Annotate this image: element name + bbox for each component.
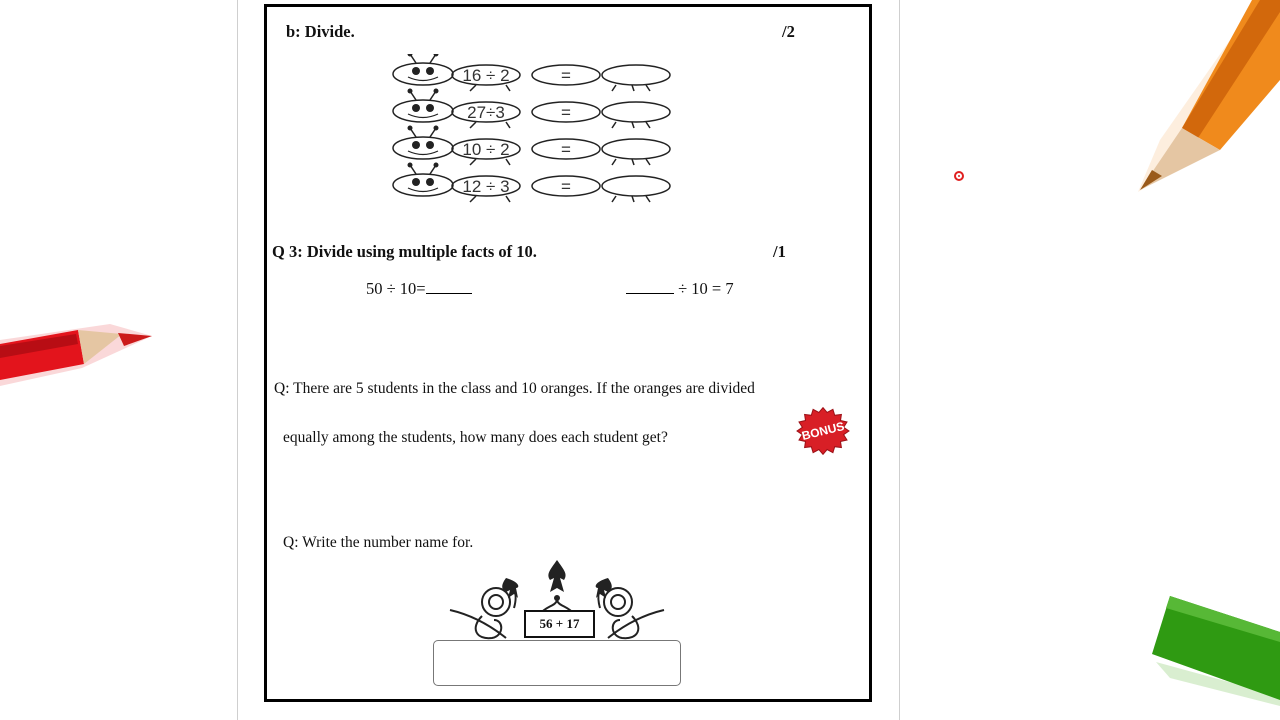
number-name-answer-box[interactable]	[433, 640, 681, 686]
bonus-question-line2: equally among the students, how many does each student get?	[283, 429, 668, 446]
bonus-badge-label: BONUS	[800, 418, 846, 444]
number-name-value: 56 + 17	[539, 616, 580, 631]
green-pencil-decoration	[1150, 596, 1280, 720]
caterpillar-equals: =	[561, 177, 571, 196]
caterpillar-row	[393, 126, 670, 166]
bonus-question-line1: Q: There are 5 students in the class and 10 oranges. If the oranges are divided	[274, 380, 755, 397]
section-b-score: /2	[782, 22, 795, 41]
q3-right-answer-blank[interactable]	[626, 293, 674, 294]
q3-left-expression	[366, 279, 472, 299]
q3-right-expr-text: ÷ 10 = 7	[678, 279, 734, 298]
caterpillar-equals: =	[561, 103, 571, 122]
caterpillar-division-list	[386, 54, 678, 214]
caterpillar-expression: 12 ÷ 3	[462, 177, 510, 196]
caterpillar-row	[393, 54, 670, 91]
section-b-title: b: Divide.	[286, 22, 355, 41]
caterpillar-row	[393, 163, 670, 203]
bonus-badge	[788, 404, 858, 458]
q3-left-expr-text: 50 ÷ 10=	[366, 279, 426, 298]
number-name-prompt: Q: Write the number name for.	[283, 534, 474, 551]
caterpillar-expression: 27÷3	[467, 103, 505, 122]
laser-pointer-cursor	[954, 171, 964, 181]
q3-right-expression	[626, 279, 734, 299]
caterpillar-expression: 10 ÷ 2	[462, 140, 510, 159]
q3-left-answer-blank[interactable]	[426, 293, 472, 294]
q3-title: Q 3: Divide using multiple facts of 10.	[272, 242, 537, 261]
caterpillar-row	[393, 89, 670, 129]
caterpillar-expression: 16 ÷ 2	[462, 66, 510, 85]
caterpillar-equals: =	[561, 66, 571, 85]
orange-pencil-decoration	[1130, 0, 1280, 200]
red-pencil-decoration	[0, 318, 160, 398]
caterpillar-equals: =	[561, 140, 571, 159]
q3-score: /1	[773, 242, 786, 261]
number-name-value-box	[524, 610, 595, 638]
